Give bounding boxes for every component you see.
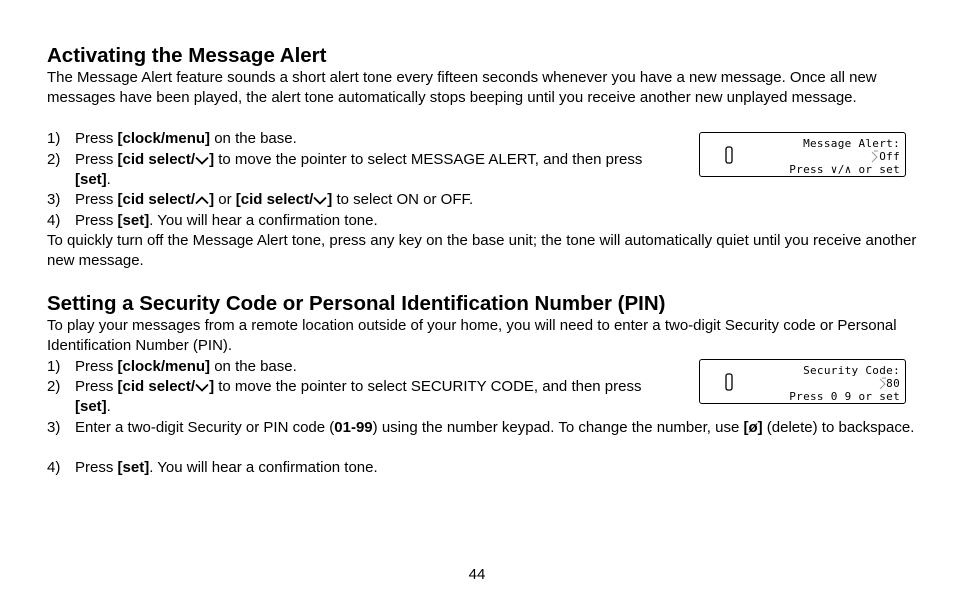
pointer-icon xyxy=(725,373,733,391)
chevron-down-icon xyxy=(313,196,327,205)
step-text: to select ON or OFF. xyxy=(332,191,474,208)
step-text: . You will hear a confirmation tone. xyxy=(149,212,378,229)
step-number: 3) xyxy=(47,191,61,208)
display-line-title: Message Alert: xyxy=(803,137,900,150)
key-label: [cid select/ xyxy=(235,191,314,208)
step-text: to move the pointer to select SECURITY CODE, and then press xyxy=(214,378,642,395)
delete-key-label: [ø] xyxy=(743,419,763,436)
chevron-down-icon xyxy=(195,383,209,392)
step-text: . You will hear a confirmation tone. xyxy=(149,459,378,476)
page-number: 44 xyxy=(468,566,486,583)
step-text: . xyxy=(106,171,111,189)
step-text: Press xyxy=(75,378,118,395)
key-label-end: ] xyxy=(209,378,215,395)
step-number: 1) xyxy=(47,130,61,147)
step-number: 3) xyxy=(47,419,61,436)
display-line-prompt: Press ∨/∧ or set xyxy=(789,163,900,176)
step-number: 4) xyxy=(47,212,61,229)
step-text: Press xyxy=(75,130,118,147)
display-line-value: 80 xyxy=(886,377,900,390)
security-code-intro: To play your messages from a remote location outside of your home, you will need to enter a two-digit Security code or Personal Identification Number (PIN). xyxy=(47,317,897,355)
step-text: Press xyxy=(75,358,118,375)
lcd-display-message-alert xyxy=(699,132,906,177)
step-text: ) using the number keypad. To change the number, use xyxy=(372,419,744,436)
step-number: 2) xyxy=(47,378,61,395)
pointer-icon xyxy=(725,146,733,164)
step-text: . xyxy=(106,398,111,416)
key-label-end: ] xyxy=(209,191,215,208)
step-text: (delete) to backspace. xyxy=(762,419,915,436)
display-line-value: Off xyxy=(879,150,900,163)
key-label: [set] xyxy=(75,171,107,189)
key-label: [set] xyxy=(117,212,150,229)
key-label-end: ] xyxy=(209,151,215,168)
step-number: 1) xyxy=(47,358,61,375)
step-text: Press xyxy=(75,459,118,476)
display-line-title: Security Code: xyxy=(803,364,900,377)
key-label: [cid select/ xyxy=(117,151,196,168)
lcd-display-security-code xyxy=(699,359,906,404)
section-title-message-alert: Activating the Message Alert xyxy=(47,44,327,67)
message-alert-outro: To quickly turn off the Message Alert tone, press any key on the base unit; the tone will automatically quiet until you receive another new message. xyxy=(47,232,917,270)
step-text: Press xyxy=(75,191,118,208)
key-label: [set] xyxy=(117,459,150,476)
key-label: [cid select/ xyxy=(117,191,196,208)
display-line-prompt: Press 0 9 or set xyxy=(789,390,900,403)
key-label: [cid select/ xyxy=(117,378,196,395)
step-text: on the base. xyxy=(210,130,297,147)
key-label: 01-99 xyxy=(334,419,373,436)
blink-indicator-icon xyxy=(871,150,879,164)
step-text: Press xyxy=(75,212,118,229)
chevron-up-icon xyxy=(195,196,209,205)
step-text: or xyxy=(214,191,236,208)
step-number: 2) xyxy=(47,151,61,168)
step-number: 4) xyxy=(47,459,61,476)
step-text: Enter a two-digit Security or PIN code ( xyxy=(75,419,335,436)
key-label-end: ] xyxy=(327,191,333,208)
step-text: on the base. xyxy=(210,358,297,375)
key-label: [clock/menu] xyxy=(117,358,211,375)
message-alert-intro: The Message Alert feature sounds a short alert tone every fifteen seconds whenever you have a new message. Once all new messages have been played, the alert tone automatically stops beeping until you receive another new unplayed message. xyxy=(47,69,877,107)
key-label: [set] xyxy=(75,398,107,416)
step-text: to move the pointer to select MESSAGE ALERT, and then press xyxy=(214,151,643,168)
step-text: Press xyxy=(75,151,118,168)
key-label: [clock/menu] xyxy=(117,130,211,147)
section-title-security-code: Setting a Security Code or Personal Identification Number (PIN) xyxy=(47,292,666,315)
chevron-down-icon xyxy=(195,156,209,165)
